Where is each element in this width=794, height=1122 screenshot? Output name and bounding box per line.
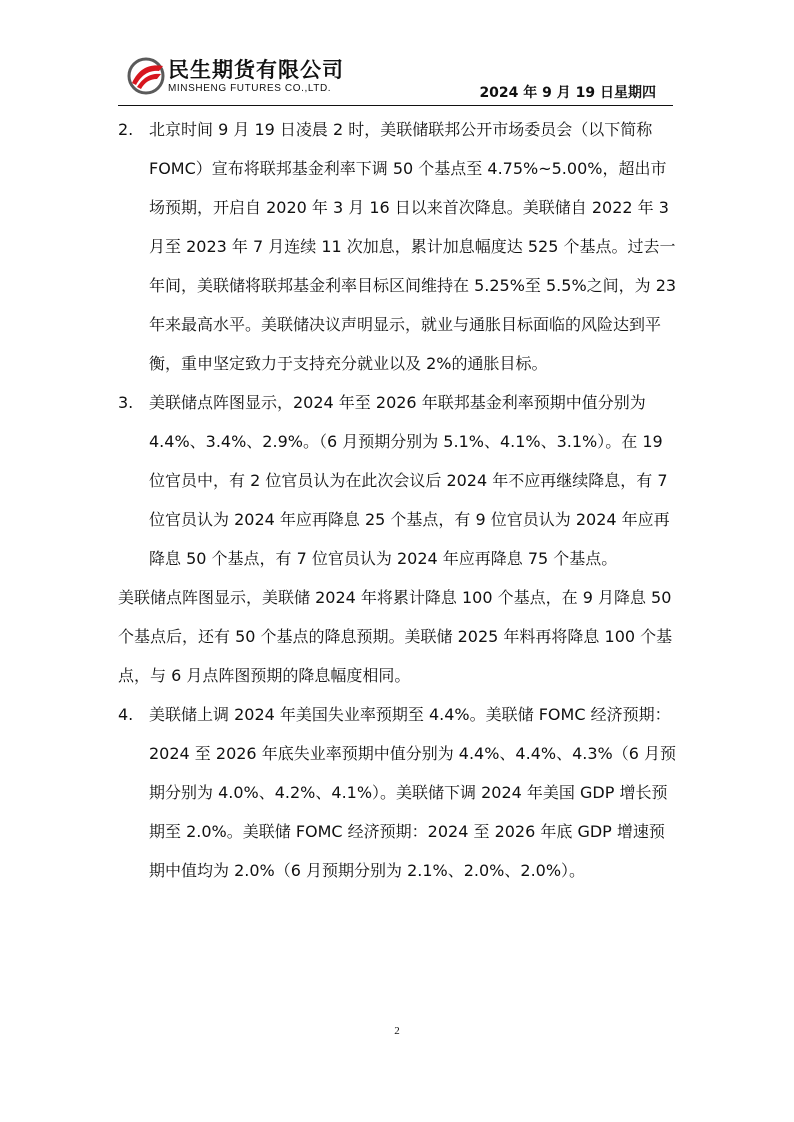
body-paragraph: 美联储点阵图显示，美联储 2024 年将累计降息 100 个基点，在 9 月降息 50 个基点后，还有 50 个基点的降息预期。美联储 2025 年料再将降息 100 个基点，与 6 月点阵图预期的降息幅度相同。 (118, 588, 673, 685)
report-date: 2024 年 9 月 19 日星期四 (479, 85, 656, 101)
list-item-4 (118, 695, 678, 890)
page-number: 2 (394, 1025, 400, 1037)
list-item-text: 美联储上调 2024 年美国失业率预期至 4.4%。美联储 FOMC 经济预期：2024 至 2026 年底失业率预期中值分别为 4.4%、4.4%、4.3%（6 月预期分别为 4.0%、4.2%、4.1%）。美联储下调 2024 年美国 GDP 增长预期至 2.0%。美联储 FOMC 经济预期：2024 至 2026 年底 GDP 增速预期中值均为 2.0%（6 月预期分别为 2.1%、2.0%、2.0%）。 (149, 705, 676, 880)
list-item-text: 北京时间 9 月 19 日凌晨 2 时，美联储联邦公开市场委员会（以下简称 FOMC）宣布将联邦基金利率下调 50 个基点至 4.75%~5.00%，超出市场预期，开启自 2020 年 3 月 16 日以来首次降息。美联储自 2022 年 3 月至 2023 年 7 月连续 11 次加息，累计加息幅度达 525 个基点。过去一年间，美联储将联邦基金利率目标区间维持在 5.25%至 5.5%之间，为 23 年来最高水平。美联储决议声明显示，就业与通胀目标面临的风险达到平衡，重申坚定致力于支持充分就业以及 2%的通胀目标。 (149, 120, 677, 373)
company-name-en: MINSHENG FUTURES CO.,LTD. (168, 83, 332, 94)
list-number: 2. (118, 120, 134, 139)
document-body (118, 110, 678, 890)
header-divider (118, 105, 673, 106)
minsheng-logo-icon (126, 56, 166, 96)
list-number: 4. (118, 705, 134, 724)
page-header (0, 0, 794, 106)
list-item-text: 美联储点阵图显示，2024 年至 2026 年联邦基金利率预期中值分别为 4.4%、3.4%、2.9%。（6 月预期分别为 5.1%、4.1%、3.1%）。在 19 位官员中，有 2 位官员认为在此次会议后 2024 年不应再继续降息，有 7 位官员认为 2024 年应再降息 25 个基点，有 9 位官员认为 2024 年应再降息 50 个基点，有 7 位官员认为 2024 年应再降息 75 个基点。 (149, 393, 670, 568)
list-item-2 (118, 110, 678, 383)
list-number: 3. (118, 393, 134, 412)
list-item-3 (118, 383, 678, 578)
company-name-cn: 民生期货有限公司 (168, 58, 344, 82)
